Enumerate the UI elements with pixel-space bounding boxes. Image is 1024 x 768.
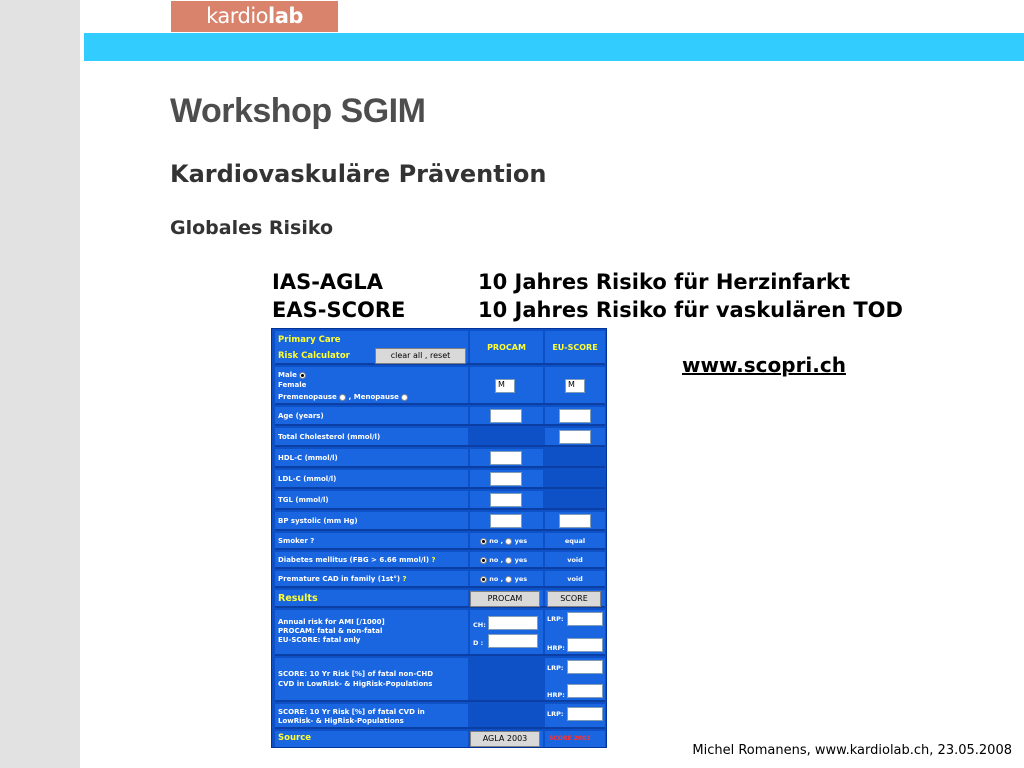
diabetes-no-label: no , bbox=[489, 556, 504, 564]
score-bp-input[interactable] bbox=[559, 514, 591, 528]
hdl-row bbox=[275, 449, 605, 468]
ldl-label: LDL-C (mmol/l) bbox=[278, 475, 337, 483]
score-noncvd-line2: CVD in LowRisk- & HigRisk-Populations bbox=[278, 680, 433, 688]
diabetes-yes-radio[interactable] bbox=[505, 557, 512, 564]
cad-score-value: void bbox=[567, 575, 583, 583]
diabetes-score-value: void bbox=[567, 556, 583, 564]
ias-agla-description: 10 Jahres Risiko für Herzinfarkt bbox=[478, 270, 851, 294]
page-subtitle: Kardiovaskuläre Prävention bbox=[170, 160, 547, 188]
cad-yes-label: yes bbox=[514, 575, 528, 583]
clear-reset-button[interactable]: clear all , reset bbox=[375, 348, 466, 364]
smoker-yes-radio[interactable] bbox=[505, 538, 512, 545]
eas-score-label: EAS-SCORE bbox=[272, 298, 406, 322]
menopause-label: , Menopause bbox=[348, 393, 399, 401]
page-title: Workshop SGIM bbox=[170, 92, 426, 130]
results-label: Results bbox=[278, 593, 318, 604]
smoker-no-radio[interactable] bbox=[480, 538, 487, 545]
diabetes-row bbox=[275, 552, 605, 569]
hrp-label-2: HRP: bbox=[547, 691, 565, 699]
cad-help[interactable]: ? bbox=[402, 575, 407, 583]
lrp-output-1 bbox=[567, 612, 603, 626]
d-output bbox=[488, 634, 538, 648]
section-heading: Globales Risiko bbox=[170, 217, 334, 239]
d-label: D : bbox=[473, 639, 484, 647]
premenopause-label: Premenopause bbox=[278, 393, 337, 401]
score-age-input[interactable] bbox=[559, 409, 591, 423]
hrp-output-1 bbox=[567, 638, 603, 652]
hrp-output-2 bbox=[567, 684, 603, 698]
smoker-row bbox=[275, 533, 605, 550]
cad-no-label: no , bbox=[489, 575, 504, 583]
source-row bbox=[275, 731, 605, 747]
diabetes-yes-label: yes bbox=[514, 556, 528, 564]
annual-risk-row bbox=[275, 610, 605, 656]
male-radio[interactable] bbox=[299, 372, 306, 379]
smoker-label: Smoker ? bbox=[278, 537, 315, 545]
smoker-score-value: equal bbox=[564, 537, 586, 545]
scopri-link[interactable]: www.scopri.ch bbox=[682, 353, 846, 377]
procam-bp-input[interactable] bbox=[490, 514, 522, 528]
procam-sex-field[interactable]: M bbox=[495, 379, 515, 393]
sidebar-divider bbox=[80, 0, 82, 768]
ias-agla-label: IAS-AGLA bbox=[272, 270, 384, 294]
calc-title-2: Risk Calculator bbox=[278, 351, 350, 361]
ldl-row bbox=[275, 470, 605, 489]
smoker-yes-label: yes bbox=[514, 537, 528, 545]
sex-row bbox=[275, 367, 605, 405]
ch-label: CH: bbox=[473, 621, 486, 629]
lrp-label-3: LRP: bbox=[547, 710, 564, 718]
procam-ldl-input[interactable] bbox=[490, 472, 522, 486]
lrp-label-1: LRP: bbox=[547, 615, 564, 623]
score-noncvd-line1: SCORE: 10 Yr Risk [%] of fatal non-CHD bbox=[278, 670, 434, 678]
lrp-output-2 bbox=[567, 660, 603, 674]
score-cvd-line2: LowRisk- & HigRisk-Populations bbox=[278, 717, 404, 725]
kardiolab-logo: kardiolab bbox=[171, 1, 338, 32]
hdl-label: HDL-C (mmol/l) bbox=[278, 454, 338, 462]
premenopause-radio[interactable] bbox=[339, 394, 346, 401]
male-label: Male bbox=[278, 371, 297, 379]
lrp-output-3 bbox=[567, 707, 603, 721]
diabetes-no-radio[interactable] bbox=[480, 557, 487, 564]
source-label: Source bbox=[278, 733, 312, 743]
procam-age-input[interactable] bbox=[490, 409, 522, 423]
diabetes-label: Diabetes mellitus (FBG > 6.66 mmol/l) bbox=[278, 556, 430, 564]
calc-header-row bbox=[275, 331, 605, 365]
procam-hdl-input[interactable] bbox=[490, 451, 522, 465]
cad-yes-radio[interactable] bbox=[505, 576, 512, 583]
ch-output bbox=[488, 616, 538, 630]
score-noncvd-row bbox=[275, 658, 605, 702]
tc-row bbox=[275, 428, 605, 447]
header-band bbox=[84, 33, 1024, 61]
col-procam-header: PROCAM bbox=[487, 343, 526, 352]
score-tc-input[interactable] bbox=[559, 430, 591, 444]
age-label: Age (years) bbox=[278, 412, 324, 420]
score-sex-field[interactable]: M bbox=[565, 379, 585, 393]
score-calc-button[interactable]: SCORE bbox=[547, 591, 601, 607]
tgl-label: TGL (mmol/l) bbox=[278, 496, 329, 504]
agla-source-button[interactable]: AGLA 2003 bbox=[470, 731, 540, 747]
hrp-label-1: HRP: bbox=[547, 644, 565, 652]
annual-risk-line2: PROCAM: fatal & non-fatal bbox=[278, 627, 383, 635]
score-cvd-row bbox=[275, 704, 605, 729]
cad-no-radio[interactable] bbox=[480, 576, 487, 583]
bp-row bbox=[275, 512, 605, 531]
left-sidebar-band bbox=[0, 0, 82, 768]
bp-label: BP systolic (mm Hg) bbox=[278, 517, 358, 525]
procam-calc-button[interactable]: PROCAM bbox=[470, 591, 540, 607]
score-source-link[interactable]: SCORE 2003 bbox=[549, 735, 591, 742]
risk-calculator bbox=[271, 328, 607, 748]
menopause-radio[interactable] bbox=[401, 394, 408, 401]
eas-score-description: 10 Jahres Risiko für vaskulären TOD bbox=[478, 298, 903, 322]
tgl-row bbox=[275, 491, 605, 510]
smoker-no-label: no , bbox=[489, 537, 504, 545]
annual-risk-line3: EU-SCORE: fatal only bbox=[278, 636, 361, 644]
annual-risk-line1: Annual risk for AMI [/1000] bbox=[278, 618, 385, 626]
age-row bbox=[275, 407, 605, 426]
diabetes-help[interactable]: ? bbox=[431, 556, 436, 564]
results-row bbox=[275, 590, 605, 608]
col-score-header: EU-SCORE bbox=[552, 343, 598, 352]
score-cvd-line1: SCORE: 10 Yr Risk [%] of fatal CVD in bbox=[278, 708, 425, 716]
lrp-label-2: LRP: bbox=[547, 664, 564, 672]
procam-tgl-input[interactable] bbox=[490, 493, 522, 507]
cad-label: Premature CAD in family (1st°) bbox=[278, 575, 401, 583]
footer-credit: Michel Romanens, www.kardiolab.ch, 23.05.2008 bbox=[692, 743, 1012, 758]
cad-row bbox=[275, 571, 605, 588]
tc-label: Total Cholesterol (mmol/l) bbox=[278, 433, 381, 441]
female-label: Female bbox=[278, 381, 307, 389]
calc-title-1: Primary Care bbox=[278, 335, 341, 345]
